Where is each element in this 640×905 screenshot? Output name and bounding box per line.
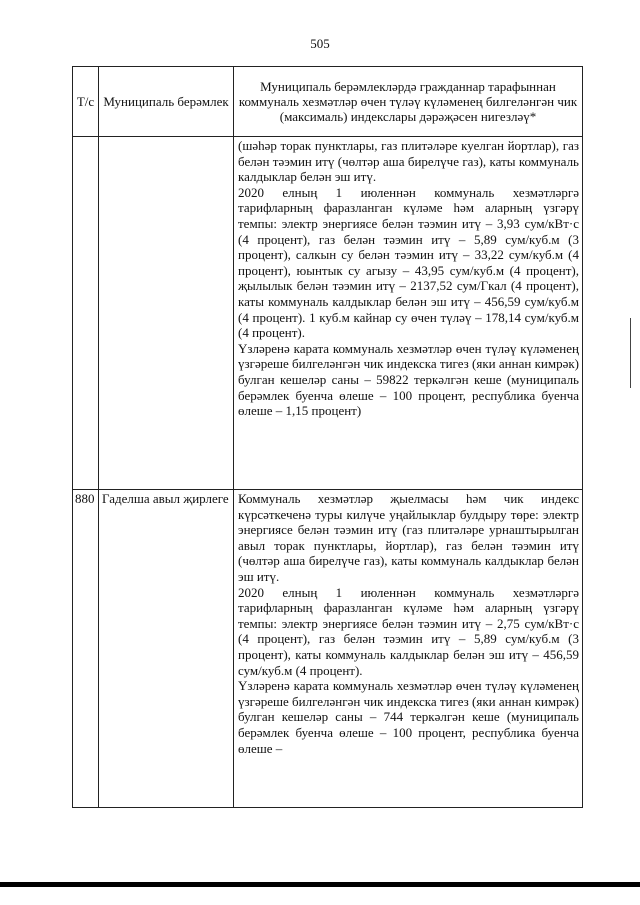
scan-edge-mark — [630, 318, 631, 388]
row-num — [73, 137, 99, 490]
row-municipality — [99, 137, 234, 490]
indices-table — [72, 66, 583, 808]
scan-bottom-bar — [0, 882, 640, 887]
table-row — [73, 137, 583, 490]
header-description: Муниципаль берәмлекләрдә гражданнар тарафыннан коммуналь хезмәтләр өчен түләү күләменең билгеләнгән чик (максималь) индекслары дәрәҗәсен нигезләү* — [234, 67, 583, 137]
page-number: 505 — [310, 36, 330, 51]
header-num: Т/с — [73, 67, 99, 137]
paragraph: 2020 елның 1 июленнән коммуналь хезмәтләргә тарифларның фаразланган күләме һәм аларның үзгәрү темпы: электр энергиясе белән тәэмин итү – 3,93 сум/кВт·с (4 процент), газ белән тәэмин итү – 5,89 сум/куб.м (3 процент), салкын су белән тәэмин итү – 33,22 сум/куб.м (4 процент), юынтык су агызу – 43,95 сум/куб.м (4 процент), җылылык белән тәэмин итү – 2137,52 сум/Гкал (4 процент), каты коммуналь калдыклар белән эш итү – 456,59 сум/куб.м (4 процент). 1 куб.м кайнар су өчен түләү – 178,14 сум/куб.м (4 процент). — [238, 184, 579, 341]
row-description — [234, 490, 583, 808]
paragraph: 2020 елның 1 июленнән коммуналь хезмәтләргә тарифларның фаразланган күләме һәм аларның үзгәрү темпы: электр энергиясе белән тәэмин итү – 2,75 сум/кВт·с (4 процент), газ белән тәэмин итү – 5,89 сум/куб.м (3 процент), каты коммуналь калдыклар белән эш итү – 456,59 сум/куб.м (4 процент). — [238, 584, 579, 678]
header-municipality: Муниципаль берәмлек — [99, 67, 234, 137]
paragraph: Үзләренә карата коммуналь хезмәтләр өчен түләү күләменең үзгәреше билгеләнгән чик индекска тигез (яки аннан кимрәк) булган кешеләр саны – 744 теркәлгән кеше (муниципаль берәмлек буенча өлеше – 100 процент, республика буенча өлеше – — [238, 678, 579, 756]
paragraph: Коммуналь хезмәтләр җыелмасы һәм чик индекс күрсәткеченә туры килүче уңайлыклар булдыру төре: электр энергиясе белән тәэмин итү (газ плитәләре урнаштырылган авыл торак пунктлары, йортлар), газ белән тәэмин итү (чөлтәр аша бирелүче газ), каты коммуналь калдыклар белән эш итү. — [238, 491, 579, 584]
paragraph: Үзләренә карата коммуналь хезмәтләр өчен түләү күләменең үзгәреше билгеләнгән чик индекска тигез (яки аннан кимрәк) булган кешеләр саны – 59822 теркәлгән кеше (муниципаль берәмлек буенча өлеше – 100 процент, республика буенча өлеше – 1,15 процент) — [238, 340, 579, 419]
row-municipality: Гаделша авыл җирлеге — [99, 490, 234, 808]
table-header-row — [73, 67, 583, 137]
table-row — [73, 490, 583, 808]
row-description — [234, 137, 583, 490]
paragraph: (шәһәр торак пунктлары, газ плитәләре куелган йортлар), газ белән тәэмин итү (чөлтәр аша бирелүче газ), каты коммуналь калдыклар белән эш итү. — [238, 138, 579, 185]
row-num: 880 — [73, 490, 99, 808]
